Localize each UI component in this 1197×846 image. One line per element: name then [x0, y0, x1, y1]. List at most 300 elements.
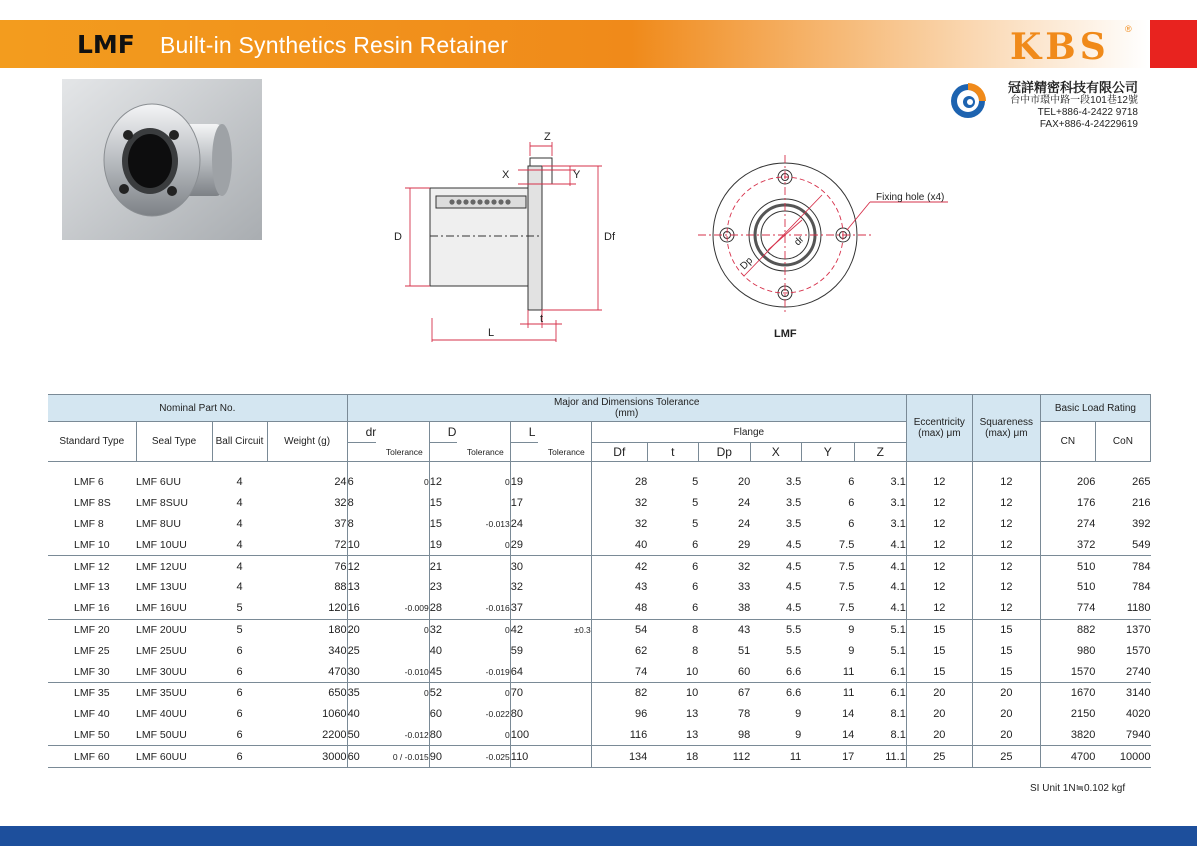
- cell-df: 32: [635, 497, 648, 510]
- cell-sq: 12: [972, 514, 1040, 535]
- table-row: [48, 682, 1151, 703]
- cell-std: LMF 16: [74, 602, 110, 615]
- cell-cn: 980: [1077, 644, 1096, 657]
- cell-l_tol: [538, 746, 591, 768]
- cell-wt: 24: [267, 462, 347, 493]
- header-red-block: [1150, 20, 1197, 68]
- cell-l_tol: [538, 640, 591, 661]
- cell-wt: 72: [267, 534, 347, 555]
- cell-std: LMF 30: [74, 665, 110, 678]
- cell-y: 7.5: [801, 556, 854, 577]
- col-x: X: [750, 443, 801, 462]
- company-logo-icon: [946, 80, 994, 122]
- cell-cn: 3820: [1070, 728, 1096, 741]
- cell-dr: 40: [347, 708, 360, 721]
- cell-wt: 32: [267, 493, 347, 514]
- cell-x: 3.5: [786, 517, 802, 530]
- col-seal: Seal Type: [136, 422, 212, 462]
- label-dr: dr: [792, 234, 807, 249]
- col-t: t: [647, 443, 698, 462]
- cell-seal: LMF 8UU: [136, 517, 181, 530]
- cell-l_tol: [538, 661, 591, 682]
- cell-d: 15: [429, 497, 442, 510]
- cell-dr: 12: [347, 556, 376, 577]
- cell-df: 74: [635, 665, 648, 678]
- cell-l: 29: [510, 538, 524, 551]
- cell-wt: 37: [267, 514, 347, 535]
- label-dp: Dp: [738, 255, 756, 273]
- cell-l_tol: [538, 514, 591, 535]
- cell-sq: 20: [972, 704, 1040, 725]
- cell-dr: 6: [347, 462, 376, 493]
- cell-sq: 20: [972, 725, 1040, 746]
- cell-ecc: 12: [906, 514, 972, 535]
- table-row: [48, 493, 1151, 514]
- cell-d_tol: 0: [457, 725, 510, 746]
- cell-df: 62: [635, 644, 648, 657]
- footer-bar: [0, 826, 1197, 846]
- cell-y: 6: [801, 462, 854, 493]
- col-eccentricity: Eccentricity (max) μm: [906, 395, 972, 462]
- cell-cn: 510: [1077, 581, 1096, 594]
- cell-con: 1370: [1095, 619, 1150, 640]
- cell-ecc: 20: [906, 704, 972, 725]
- cell-y: 11: [801, 682, 854, 703]
- cell-con: 7940: [1126, 728, 1151, 741]
- cell-y: 7.5: [839, 581, 855, 594]
- group-flange: Flange: [591, 422, 906, 443]
- cell-con: 4020: [1126, 708, 1151, 721]
- table-row: [48, 725, 1151, 746]
- cell-l: 100: [510, 728, 530, 741]
- cell-std: LMF 20: [48, 619, 136, 640]
- cell-ecc: 12: [906, 598, 972, 619]
- cell-dr: 13: [347, 581, 360, 594]
- cell-l: 30: [510, 556, 538, 577]
- cell-d_tol: -0.022: [457, 704, 510, 725]
- cell-sq: 12: [972, 556, 1040, 577]
- spec-table-body: [48, 462, 1151, 768]
- cell-ecc: 15: [906, 661, 972, 682]
- cell-t: 13: [686, 708, 699, 721]
- cell-dp: 20: [698, 462, 750, 493]
- cell-cn: 274: [1077, 517, 1096, 530]
- cell-ball: 6: [236, 644, 243, 657]
- cell-dp: 67: [698, 682, 750, 703]
- cell-dr_tol: [376, 534, 429, 555]
- cell-z: 4.1: [854, 577, 906, 598]
- cell-ecc: 20: [906, 682, 972, 703]
- fixing-hole-label: Fixing hole (x4): [876, 192, 945, 203]
- cell-con: 1570: [1126, 644, 1151, 657]
- cell-dr_tol: [376, 514, 429, 535]
- cell-l_tol: [538, 462, 591, 493]
- cell-con: 784: [1132, 581, 1151, 594]
- cell-d_tol: -0.016: [457, 598, 510, 619]
- cell-seal: LMF 40UU: [136, 708, 187, 721]
- cell-dp: 112: [698, 746, 750, 768]
- cell-y: 6: [848, 497, 855, 510]
- table-row: [48, 598, 1151, 619]
- cell-wt: 120: [267, 598, 347, 619]
- cell-x: 4.5: [786, 581, 802, 594]
- cell-l_tol: [538, 598, 591, 619]
- cell-ball: 6: [212, 746, 267, 768]
- col-d: D: [429, 422, 457, 443]
- cell-d: 45: [429, 665, 442, 678]
- cell-ball: 6: [212, 682, 267, 703]
- cell-l: 32: [510, 581, 524, 594]
- cell-df: 28: [591, 462, 647, 493]
- table-row: [48, 514, 1151, 535]
- cell-seal: LMF 13UU: [136, 581, 187, 594]
- cell-ball: 4: [236, 497, 243, 510]
- col-l-tol: Tolerance: [538, 443, 591, 462]
- cell-ball: 4: [212, 556, 267, 577]
- front-view-diagram: [690, 150, 960, 350]
- cell-t: 6: [692, 581, 699, 594]
- cell-seal: LMF 6UU: [136, 462, 212, 493]
- cell-d: 12: [429, 462, 457, 493]
- cell-ball: 4: [236, 517, 243, 530]
- cell-con: 549: [1132, 538, 1151, 551]
- cell-dr: 10: [347, 538, 360, 551]
- cell-std: LMF 12: [48, 556, 136, 577]
- cell-d_tol: 0: [457, 534, 510, 555]
- cell-dr: 30: [347, 665, 360, 678]
- cell-l: 59: [510, 644, 524, 657]
- col-df: Df: [591, 443, 647, 462]
- cell-sq: 20: [972, 682, 1040, 703]
- cell-y: 7.5: [839, 538, 855, 551]
- cell-wt: 3000: [267, 746, 347, 768]
- cell-cn: 2150: [1070, 708, 1096, 721]
- cell-dr: 16: [347, 602, 360, 615]
- cell-wt: 76: [267, 556, 347, 577]
- cell-l_tol: [538, 725, 591, 746]
- cell-cn: 1570: [1070, 665, 1096, 678]
- cell-dp: 78: [738, 708, 751, 721]
- cell-y: 14: [842, 708, 855, 721]
- label-l: L: [488, 327, 495, 339]
- table-row: [48, 534, 1151, 555]
- cell-seal: LMF 8SUU: [136, 497, 188, 510]
- cell-ecc: 15: [906, 640, 972, 661]
- cell-dr_tol: -0.012: [376, 725, 429, 746]
- cell-wt: 650: [267, 682, 347, 703]
- cell-con: 265: [1095, 462, 1150, 493]
- cell-z: 6.1: [854, 682, 906, 703]
- cell-df: 48: [635, 602, 648, 615]
- cell-seal: LMF 16UU: [136, 602, 187, 615]
- product-photo: [62, 79, 262, 240]
- cell-z: 8.1: [854, 704, 906, 725]
- group-load-rating: Basic Load Rating: [1040, 395, 1150, 422]
- cell-cn: 510: [1040, 556, 1095, 577]
- label-df: Df: [604, 231, 615, 243]
- cell-l_tol: [538, 556, 591, 577]
- cell-dp: 98: [738, 728, 751, 741]
- cell-sq: 25: [972, 746, 1040, 768]
- cell-y: 9: [848, 644, 855, 657]
- cell-t: 6: [692, 602, 699, 615]
- col-con: CoN: [1095, 422, 1150, 462]
- cell-l_tol: ±0.3: [538, 619, 591, 640]
- diagram-caption: LMF: [774, 328, 797, 340]
- col-l: L: [510, 422, 538, 443]
- table-row: [48, 661, 1151, 682]
- cell-d: 32: [429, 619, 457, 640]
- cell-cn: 372: [1077, 538, 1096, 551]
- cell-con: 3140: [1095, 682, 1150, 703]
- spec-table: [48, 394, 1151, 768]
- cell-dr: 35: [347, 682, 376, 703]
- cell-ecc: 12: [906, 556, 972, 577]
- cell-cn: 1670: [1040, 682, 1095, 703]
- cell-dr_tol: 0: [376, 682, 429, 703]
- col-d-tol: Tolerance: [457, 443, 510, 462]
- cell-d: 60: [429, 708, 442, 721]
- cell-sq: 15: [972, 640, 1040, 661]
- cell-dr: 60: [347, 746, 376, 768]
- cell-d_tol: 0: [457, 619, 510, 640]
- cell-df: 43: [635, 581, 648, 594]
- cell-x: 6.6: [786, 665, 802, 678]
- cell-d_tol: [457, 640, 510, 661]
- cell-t: 5: [692, 497, 699, 510]
- table-row: [48, 577, 1151, 598]
- cell-z: 5.1: [854, 619, 906, 640]
- cell-con: 784: [1095, 556, 1150, 577]
- cell-x: 9: [795, 708, 802, 721]
- col-dr: dr: [347, 422, 376, 443]
- cell-z: 6.1: [854, 661, 906, 682]
- cell-std: LMF 25: [74, 644, 110, 657]
- cell-df: 96: [635, 708, 648, 721]
- cell-d: 40: [429, 644, 442, 657]
- cell-x: 4.5: [750, 556, 801, 577]
- cell-ecc: 12: [906, 493, 972, 514]
- cell-y: 9: [801, 619, 854, 640]
- cell-seal: LMF 20UU: [136, 619, 212, 640]
- cell-dp: 24: [738, 497, 751, 510]
- cell-ball: 6: [236, 708, 243, 721]
- subtitle: Built-in Synthetics Resin Retainer: [160, 32, 509, 58]
- cell-cn: 206: [1040, 462, 1095, 493]
- cell-l: 80: [510, 708, 524, 721]
- cell-dr_tol: -0.009: [376, 598, 429, 619]
- cell-d_tol: -0.019: [457, 661, 510, 682]
- cell-wt: 340: [267, 640, 347, 661]
- cell-dr_tol: [376, 556, 429, 577]
- cell-df: 42: [591, 556, 647, 577]
- cell-z: 5.1: [854, 640, 906, 661]
- cell-l: 70: [510, 682, 538, 703]
- label-y: Y: [573, 169, 581, 181]
- cell-d: 90: [429, 746, 457, 768]
- cell-seal: LMF 30UU: [136, 665, 187, 678]
- cell-seal: LMF 60UU: [136, 746, 212, 768]
- si-unit-note: SI Unit 1N≒0.102 kgf: [1030, 783, 1126, 794]
- cell-ball: 5: [236, 602, 243, 615]
- col-cn: CN: [1040, 422, 1095, 462]
- cell-d: 28: [429, 602, 442, 615]
- cell-z: 4.1: [854, 534, 906, 555]
- cell-y: 11: [842, 665, 855, 678]
- col-ball: Ball Circuit: [212, 422, 267, 462]
- cell-l_tol: [538, 493, 591, 514]
- cell-sq: 15: [972, 619, 1040, 640]
- cell-y: 14: [842, 728, 855, 741]
- cell-z: 3.1: [854, 514, 906, 535]
- table-row: [48, 619, 1151, 640]
- cell-dr: 8: [347, 497, 354, 510]
- cell-sq: 15: [972, 661, 1040, 682]
- cell-seal: LMF 25UU: [136, 644, 187, 657]
- label-t: t: [540, 313, 544, 325]
- table-row: [48, 556, 1151, 577]
- cell-l_tol: [538, 682, 591, 703]
- cell-t: 18: [647, 746, 698, 768]
- cell-con: 216: [1132, 497, 1151, 510]
- cell-wt: 2200: [267, 725, 347, 746]
- cell-ball: 4: [236, 581, 243, 594]
- cell-d_tol: [457, 556, 510, 577]
- table-row: [48, 640, 1151, 661]
- group-major: Major and Dimensions Tolerance (mm): [347, 395, 906, 422]
- cell-y: 7.5: [839, 602, 855, 615]
- cell-x: 5.5: [750, 619, 801, 640]
- cell-dr: 20: [347, 619, 376, 640]
- brand-logo: KBS: [1010, 26, 1110, 68]
- cell-ecc: 12: [906, 534, 972, 555]
- cell-d: 19: [429, 538, 442, 551]
- cell-con: 2740: [1126, 665, 1151, 678]
- cell-std: LMF 8S: [74, 497, 111, 510]
- cell-dr: 8: [347, 517, 354, 530]
- cell-x: 3.5: [750, 462, 801, 493]
- cell-seal: LMF 12UU: [136, 556, 212, 577]
- col-y: Y: [801, 443, 854, 462]
- company-address: 台中市環中路一段101巷12號: [1010, 95, 1138, 106]
- cell-seal: LMF 10UU: [136, 538, 187, 551]
- cell-l: 19: [510, 462, 538, 493]
- cell-dr_tol: 0 / -0.015: [376, 746, 429, 768]
- company-info: [998, 80, 1138, 131]
- cell-t: 5: [647, 462, 698, 493]
- cell-dr_tol: 0: [376, 462, 429, 493]
- registered-mark: ®: [1125, 24, 1132, 34]
- cell-df: 40: [635, 538, 648, 551]
- cell-l_tol: [538, 534, 591, 555]
- cell-ecc: 20: [906, 725, 972, 746]
- cell-dr: 25: [347, 644, 360, 657]
- cell-ecc: 25: [906, 746, 972, 768]
- cell-cn: 176: [1077, 497, 1096, 510]
- cell-x: 5.5: [786, 644, 802, 657]
- cell-std: LMF 60: [48, 746, 136, 768]
- cell-t: 10: [686, 665, 699, 678]
- side-section-diagram: [390, 128, 630, 348]
- cell-dp: 24: [738, 517, 751, 530]
- cell-con: 1180: [1126, 602, 1151, 615]
- cell-wt: 470: [267, 661, 347, 682]
- cell-dr: 50: [347, 728, 360, 741]
- cell-l: 42: [510, 619, 538, 640]
- table-row: [48, 704, 1151, 725]
- col-dp: Dp: [698, 443, 750, 462]
- cell-d_tol: -0.025: [457, 746, 510, 768]
- cell-l_tol: [538, 577, 591, 598]
- cell-z: 8.1: [854, 725, 906, 746]
- cell-d_tol: [457, 493, 510, 514]
- cell-dr_tol: [376, 577, 429, 598]
- cell-df: 82: [591, 682, 647, 703]
- cell-dp: 32: [698, 556, 750, 577]
- cell-dp: 43: [698, 619, 750, 640]
- cell-t: 5: [692, 517, 699, 530]
- cell-dp: 60: [738, 665, 751, 678]
- cell-std: LMF 40: [74, 708, 110, 721]
- cell-l: 17: [510, 497, 524, 510]
- cell-sq: 12: [972, 534, 1040, 555]
- cell-t: 13: [686, 728, 699, 741]
- cell-ball: 4: [212, 462, 267, 493]
- cell-t: 8: [692, 644, 699, 657]
- cell-t: 6: [692, 538, 699, 551]
- cell-dr_tol: [376, 493, 429, 514]
- label-x: X: [502, 169, 510, 181]
- label-d: D: [394, 231, 402, 243]
- cell-x: 11: [750, 746, 801, 768]
- cell-wt: 88: [267, 577, 347, 598]
- cell-dr_tol: [376, 704, 429, 725]
- cell-seal: LMF 35UU: [136, 682, 212, 703]
- label-z: Z: [544, 131, 551, 143]
- cell-t: 8: [647, 619, 698, 640]
- cell-std: LMF 35: [48, 682, 136, 703]
- cell-ball: 4: [236, 538, 243, 551]
- group-nominal: Nominal Part No.: [48, 395, 347, 422]
- cell-d_tol: 0: [457, 682, 510, 703]
- cell-std: LMF 8: [74, 517, 104, 530]
- cell-d: 52: [429, 682, 457, 703]
- cell-l: 110: [510, 746, 538, 768]
- cell-ball: 5: [212, 619, 267, 640]
- cell-std: LMF 10: [74, 538, 110, 551]
- col-squareness: Squareness (max) μm: [972, 395, 1040, 462]
- cell-l: 37: [510, 602, 524, 615]
- cell-z: 11.1: [854, 746, 906, 768]
- cell-x: 3.5: [786, 497, 802, 510]
- cell-sq: 12: [972, 493, 1040, 514]
- cell-std: LMF 50: [74, 728, 110, 741]
- cell-con: 392: [1132, 517, 1151, 530]
- cell-y: 6: [848, 517, 855, 530]
- cell-df: 116: [629, 728, 648, 741]
- cell-x: 9: [795, 728, 802, 741]
- cell-z: 3.1: [854, 462, 906, 493]
- cell-x: 6.6: [750, 682, 801, 703]
- cell-dp: 38: [738, 602, 751, 615]
- cell-t: 6: [647, 556, 698, 577]
- cell-dr_tol: [376, 640, 429, 661]
- cell-ball: 6: [236, 728, 243, 741]
- cell-x: 4.5: [786, 538, 802, 551]
- cell-d: 15: [429, 517, 442, 530]
- cell-df: 134: [591, 746, 647, 768]
- cell-df: 54: [591, 619, 647, 640]
